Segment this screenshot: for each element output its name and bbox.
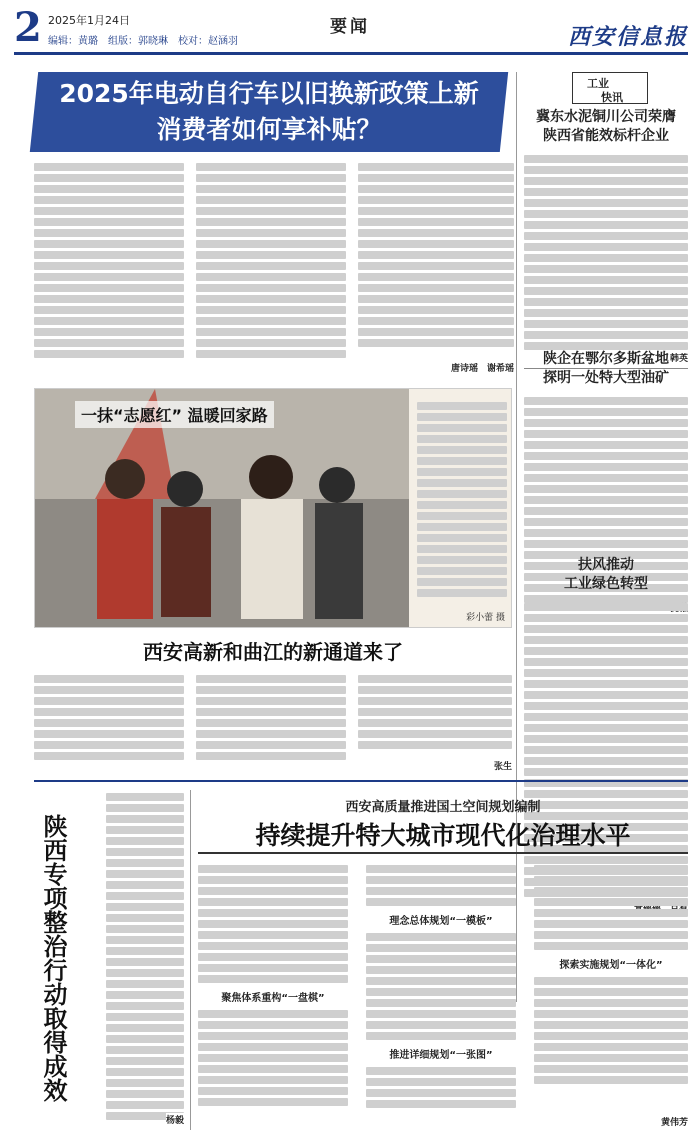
sidebar-article-3-title-1: 扶风推动 <box>578 557 634 573</box>
lead-headline-line2: 消费者如何享补贴？ <box>156 115 382 144</box>
kuaixun-top: 工业 <box>587 77 609 90</box>
news2-body <box>34 672 512 772</box>
lead-headline <box>34 76 504 148</box>
lead-column-2 <box>196 160 346 374</box>
feature-left-author: 杨毅 <box>166 1113 184 1126</box>
sidebar-article-1-title-2: 陕西省能效标杆企业 <box>543 128 669 144</box>
feature-headline: 持续提升特大城市现代化治理水平 <box>255 821 631 850</box>
section-name: 要闻 <box>330 17 370 37</box>
feature-column-rule <box>190 790 191 1130</box>
paper-logo: 西安信息报 <box>567 24 688 50</box>
feature-main <box>198 790 688 1130</box>
feature-sub-3: 推进详细规划“一张图” <box>389 1050 493 1061</box>
feature-sub-1: 聚焦体系重构“一盘棋” <box>221 993 325 1004</box>
kuaixun-bottom: 快讯 <box>601 91 623 104</box>
feature-sub-2: 理念总体规划“一模板” <box>389 916 493 927</box>
feature-kicker: 西安高质量推进国土空间规划编制 <box>345 800 541 815</box>
photo-caption <box>417 399 507 623</box>
feature-col-1 <box>198 862 348 1126</box>
lead-column-3 <box>358 160 514 360</box>
feature-col-2 <box>366 862 516 1126</box>
photo-credit: 彩小蕾 摄 <box>466 610 505 623</box>
masthead <box>14 6 688 56</box>
sidebar-article-2-title-2: 探明一处特大型油矿 <box>543 370 669 386</box>
masthead-rule <box>14 52 688 55</box>
sidebar-article-1-author: 韩英 <box>669 354 688 364</box>
issue-date: 2025年1月24日 <box>48 14 130 27</box>
sidebar-article-1-title-1: 冀东水泥铜川公司荣膺 <box>536 109 676 125</box>
news2-author: 张生 <box>493 762 512 772</box>
editor-credits: 编辑：黄璐 组版：郭晓琳 校对：赵涵羽 <box>48 36 238 47</box>
sidebar-article-2-title-1: 陕企在鄂尔多斯盆地 <box>543 351 669 367</box>
feature-rule <box>198 852 688 854</box>
lead-headline-line1: 2025年电动自行车以旧换新政策上新 <box>59 79 479 108</box>
feature-divider <box>34 780 688 782</box>
sidebar-article-1 <box>524 108 688 364</box>
feature-sub-4: 探索实施规划“一体化” <box>559 960 663 971</box>
kuaixun-badge <box>572 72 648 104</box>
feature-vertical-title: 陕西专项整治行动取得成效 <box>39 814 67 1102</box>
news2-headline: 西安高新和曲江的新通道来了 <box>143 640 403 664</box>
feature-left-column <box>34 790 184 1130</box>
lead-column-1 <box>34 160 184 374</box>
feature-author: 黄伟芳 <box>661 1115 688 1128</box>
feature-col-3 <box>534 862 688 1126</box>
page-number: 2 <box>14 4 42 51</box>
photo-banner: 一抹“志愿红” 温暖回家路 <box>75 401 274 428</box>
sidebar-article-3-title-2: 工业绿色转型 <box>564 576 648 592</box>
lead-body <box>34 160 514 374</box>
photo-block <box>34 388 512 628</box>
lead-byline: 唐诗瑶 谢希瑶 <box>450 364 514 374</box>
